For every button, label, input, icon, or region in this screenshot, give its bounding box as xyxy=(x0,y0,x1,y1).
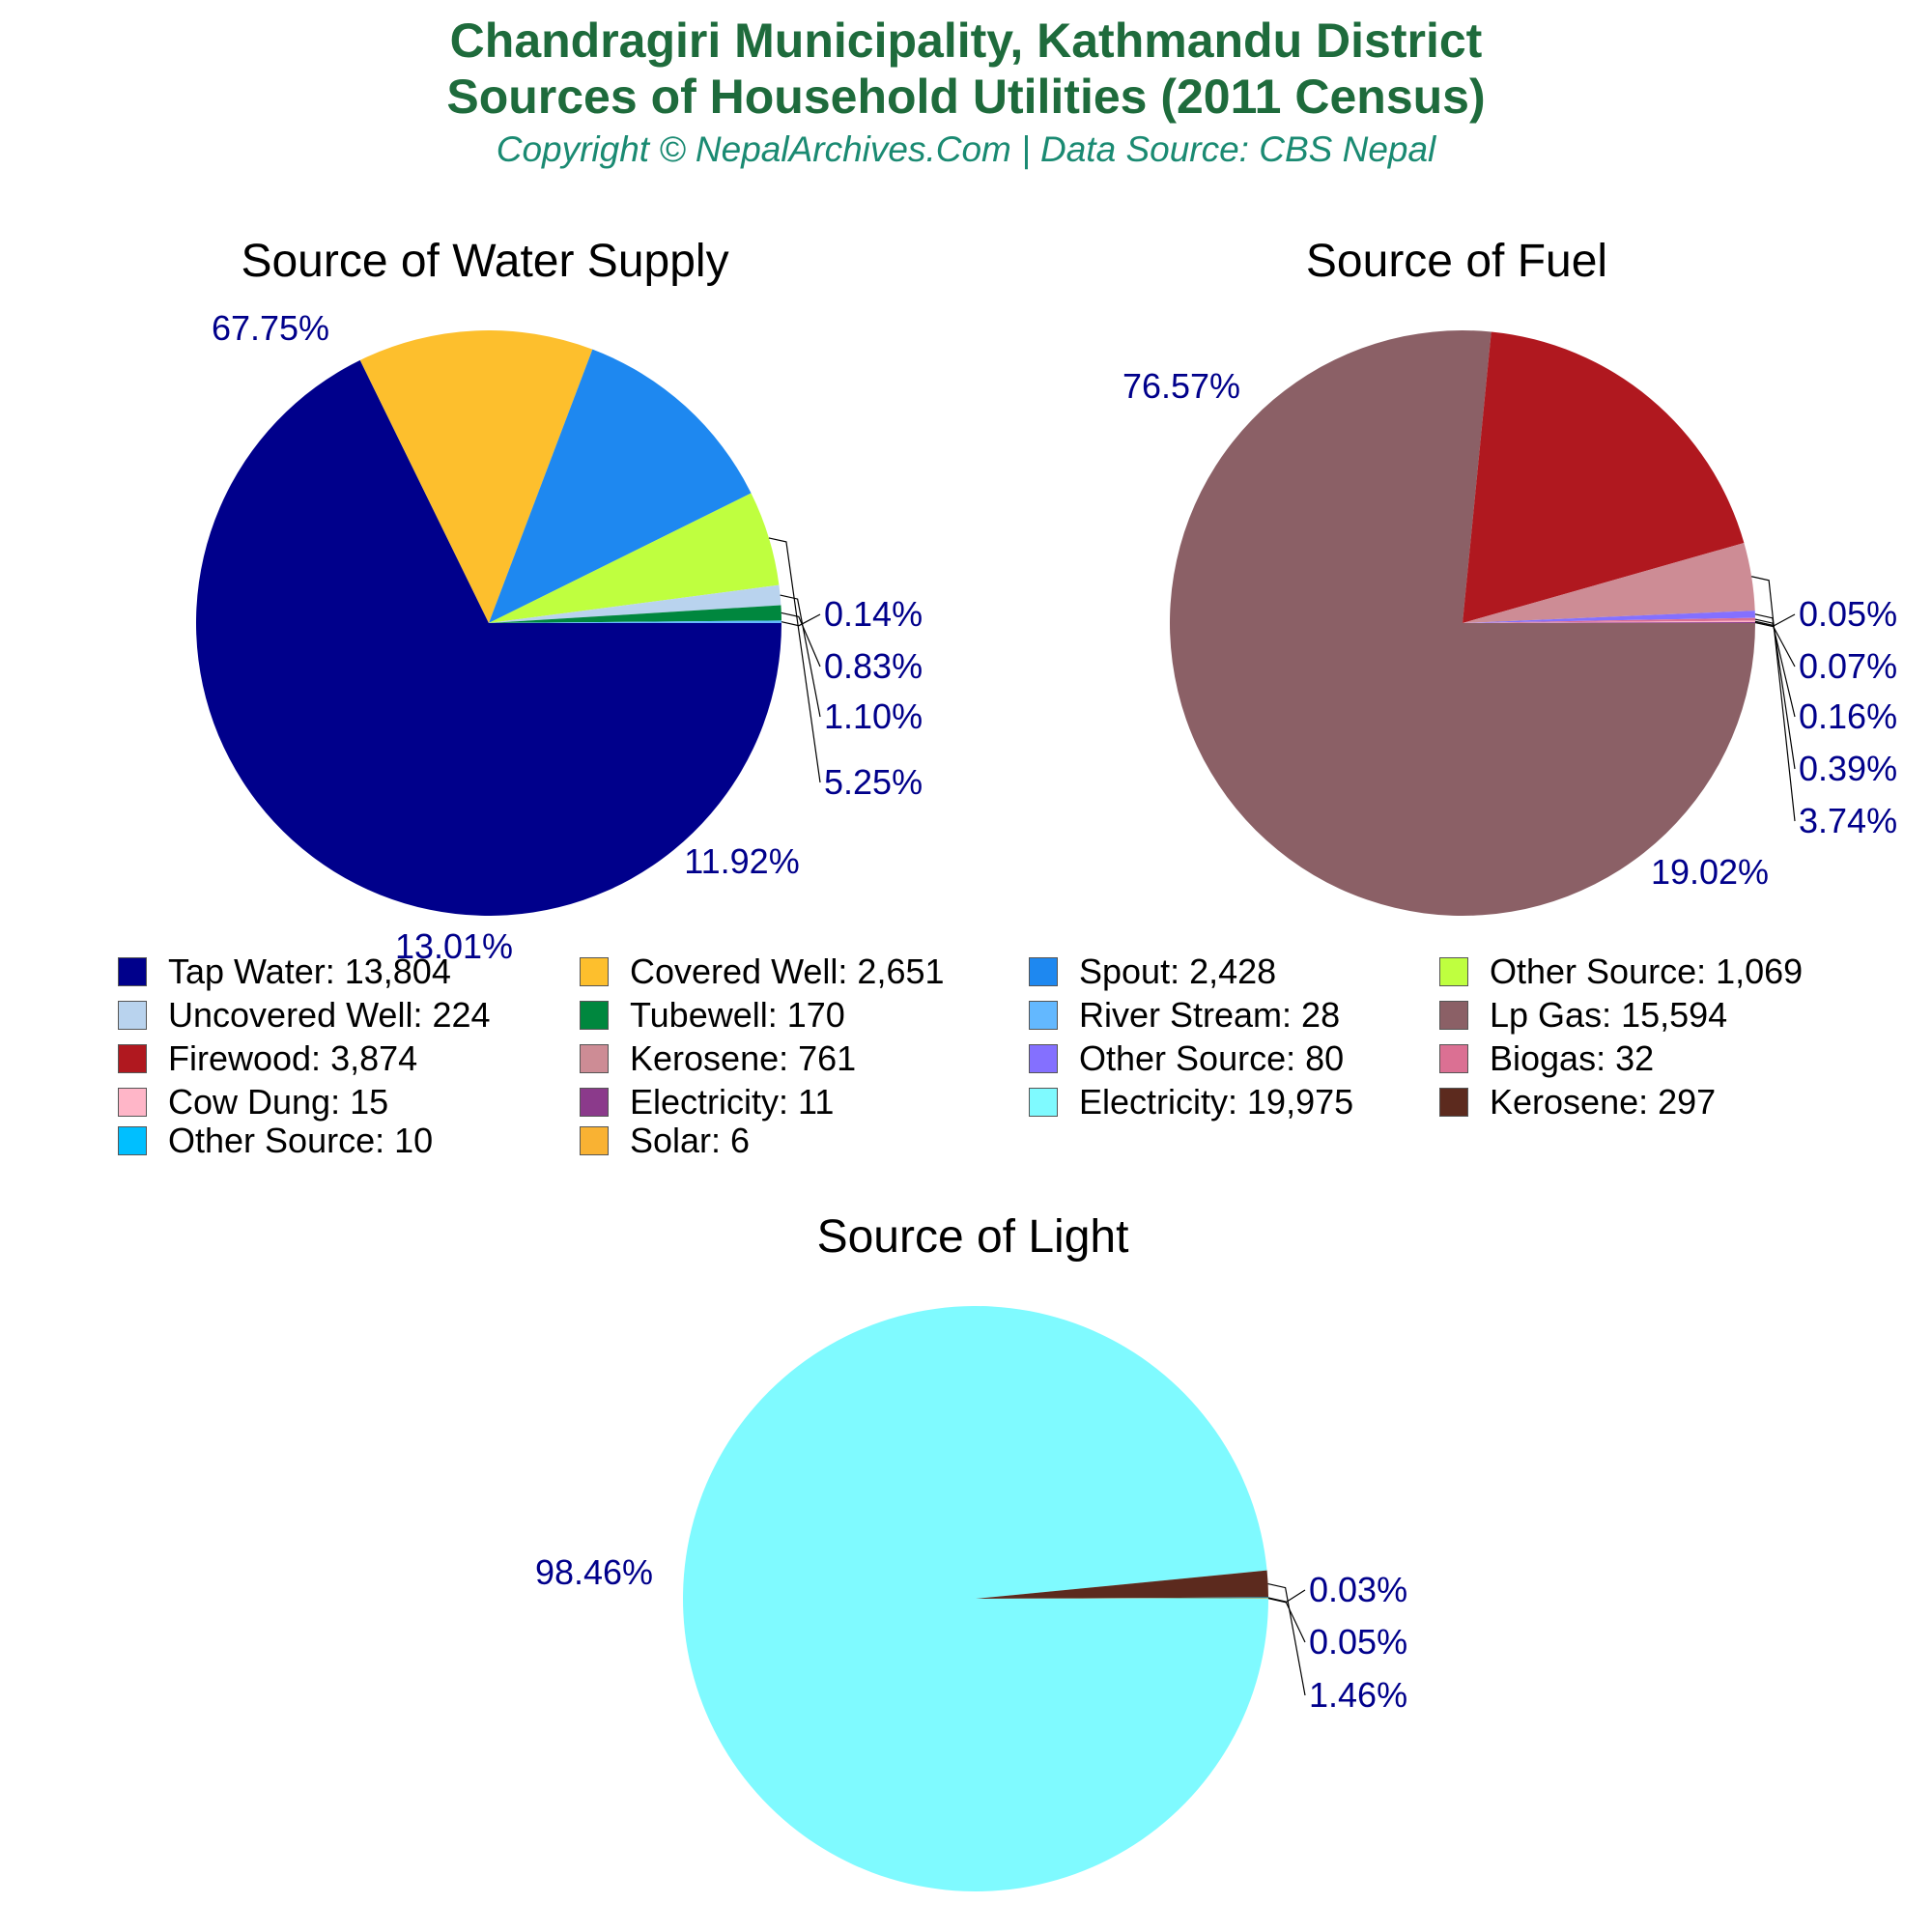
water-pct-label: 0.14% xyxy=(824,594,923,634)
legend-label: Tubewell: 170 xyxy=(630,995,845,1035)
water-chart-title: Source of Water Supply xyxy=(241,236,729,287)
legend-label: Other Source: 80 xyxy=(1079,1038,1345,1078)
light-leader-line xyxy=(1268,1598,1305,1642)
light-chart-title: Source of Light xyxy=(816,1211,1129,1263)
page-title-line2: Sources of Household Utilities (2011 Census) xyxy=(446,70,1486,124)
fuel-leader-line xyxy=(1755,619,1795,717)
legend-label: Spout: 2,428 xyxy=(1079,952,1277,991)
light-pct-label: 0.03% xyxy=(1309,1570,1408,1609)
legend-label: Uncovered Well: 224 xyxy=(168,995,491,1035)
page-title-line1: Chandragiri Municipality, Kathmandu District xyxy=(449,14,1483,68)
fuel-pct-label: 0.07% xyxy=(1799,646,1898,686)
light-pct-label: 0.05% xyxy=(1309,1622,1408,1662)
fuel-leader-line xyxy=(1755,621,1795,667)
legend-label: Cow Dung: 15 xyxy=(168,1082,389,1122)
light-pct-label: 98.46% xyxy=(534,1552,654,1592)
water-pct-label: 13.01% xyxy=(394,926,514,966)
legend-label: Solar: 6 xyxy=(630,1121,751,1160)
fuel-pct-label: 0.05% xyxy=(1799,594,1898,634)
water-pct-label: 11.92% xyxy=(684,841,800,881)
legend-label: River Stream: 28 xyxy=(1079,995,1341,1035)
water-pct-label: 5.25% xyxy=(824,762,923,802)
legend-label: Electricity: 11 xyxy=(630,1082,835,1122)
light-pct-label: 1.46% xyxy=(1309,1675,1408,1715)
fuel-pct-label: 3.74% xyxy=(1799,801,1898,840)
legend-label: Firewood: 3,874 xyxy=(168,1038,418,1078)
water-pct-label: 0.83% xyxy=(824,646,923,686)
legend-label: Lp Gas: 15,594 xyxy=(1490,995,1728,1035)
legend-label: Biogas: 32 xyxy=(1490,1038,1655,1078)
fuel-chart-title: Source of Fuel xyxy=(1305,236,1608,287)
fuel-pct-label: 0.39% xyxy=(1799,749,1898,788)
legend-label: Kerosene: 761 xyxy=(630,1038,857,1078)
legend-label: Electricity: 19,975 xyxy=(1079,1082,1354,1122)
copyright-subtitle: Copyright © NepalArchives.Com | Data Source: CBS Nepal xyxy=(496,129,1436,169)
fuel-pct-label: 76.57% xyxy=(1122,366,1241,406)
legend-label: Other Source: 10 xyxy=(168,1121,434,1160)
fuel-leader-line xyxy=(1751,577,1795,821)
legend-label: Tap Water: 13,804 xyxy=(168,952,451,991)
legend-label: Kerosene: 297 xyxy=(1490,1082,1717,1122)
fuel-pct-label: 19.02% xyxy=(1650,852,1770,892)
fuel-pct-label: 0.16% xyxy=(1799,696,1898,736)
legend-label: Other Source: 1,069 xyxy=(1490,952,1804,991)
water-pct-label: 1.10% xyxy=(824,696,923,736)
water-leader-line xyxy=(781,612,820,667)
light-leader-line xyxy=(1268,1584,1305,1695)
legend-label: Covered Well: 2,651 xyxy=(630,952,945,991)
water-pct-label: 67.75% xyxy=(211,308,330,348)
